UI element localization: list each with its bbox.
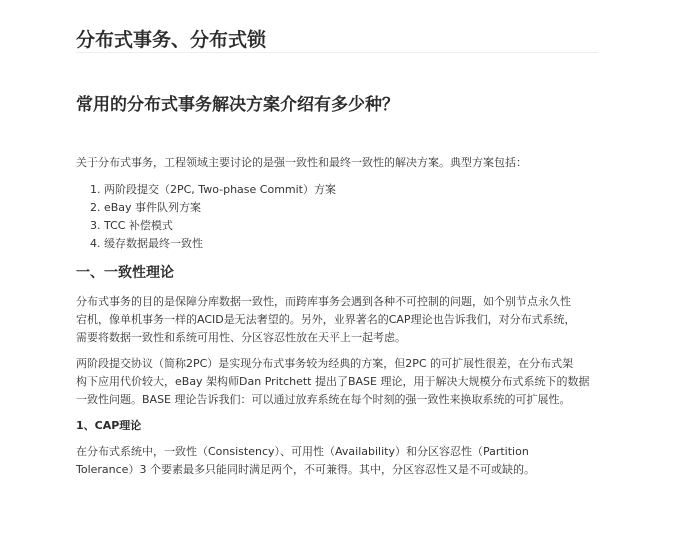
- list-item: 4. 缓存数据最终一致性: [90, 237, 203, 250]
- paragraph-distributed-purpose: [76, 293, 598, 347]
- paragraph-line: 分布式事务的目的是保障分库数据一致性，而跨库事务会遇到各种不可控制的问题，如个别节点永久性: [76, 295, 571, 308]
- title-divider: [76, 52, 598, 53]
- cap-heading: 1、CAP理论: [76, 419, 142, 432]
- paragraph-line: 两阶段提交协议（简称2PC）是实现分布式事务较为经典的方案，但2PC 的可扩展性很差，在分布式架: [76, 357, 574, 370]
- list-item: 3. TCC 补偿模式: [90, 219, 173, 232]
- page-title: 分布式事务、分布式锁: [76, 29, 267, 51]
- list-item: 2. eBay 事件队列方案: [90, 201, 202, 214]
- paragraph-line: 构下应用代价较大，eBay 架构师Dan Pritchett 提出了BASE 理论，用于解决大规模分布式系统下的数据: [76, 375, 590, 388]
- paragraph-line: 宕机，像单机事务一样的ACID是无法奢望的。另外，业界著名的CAP理论也告诉我们，对分布式系统，: [76, 313, 576, 326]
- paragraph-line: 一致性问题。BASE 理论告诉我们：可以通过放弃系统在每个时刻的强一致性来换取系统的可扩展性。: [76, 393, 571, 406]
- intro-paragraph: 关于分布式事务，工程领域主要讨论的是强一致性和最终一致性的解决方案。典型方案包括：: [76, 156, 527, 169]
- consistency-heading: 一、一致性理论: [76, 265, 174, 281]
- paragraph-2pc-base: [76, 355, 598, 409]
- paragraph-line: 在分布式系统中，一致性（Consistency）、可用性（Availability）和分区容忍性（Partition: [76, 445, 529, 458]
- paragraph-cap: [76, 443, 598, 479]
- list-item: 1. 两阶段提交（2PC, Two-phase Commit）方案: [90, 183, 336, 196]
- paragraph-line: Tolerance）3 个要素最多只能同时满足两个，不可兼得。其中，分区容忍性又是不可或缺的。: [76, 463, 535, 476]
- section-question-heading: 常用的分布式事务解决方案介绍有多少种？: [76, 95, 399, 115]
- solutions-list: [90, 181, 336, 253]
- paragraph-line: 需要将数据一致性和系统可用性、分区容忍性放在天平上一起考虑。: [76, 331, 406, 344]
